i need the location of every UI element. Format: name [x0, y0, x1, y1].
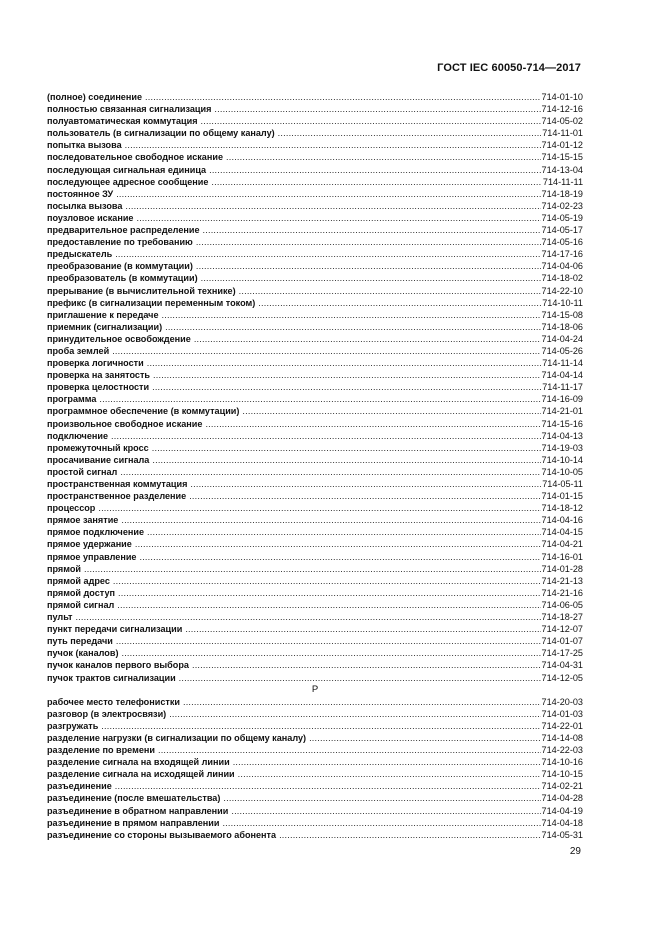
- entry-term: разъединение: [47, 781, 112, 792]
- dot-leader: [125, 200, 540, 212]
- entry-code: 714-22-03: [541, 745, 583, 756]
- entry-code: 714-05-16: [541, 237, 583, 248]
- index-entry: [47, 780, 583, 792]
- dot-leader: [117, 599, 540, 611]
- index-entry: [47, 659, 583, 671]
- index-entry: [47, 151, 583, 163]
- entry-code: 714-04-06: [541, 261, 583, 272]
- entry-term: прямое подключение: [47, 527, 145, 538]
- entry-code: 714-04-16: [541, 515, 583, 526]
- dot-leader: [136, 212, 540, 224]
- entry-code: 714-10-11: [542, 297, 583, 308]
- index-entry: [47, 248, 583, 260]
- index-entry: [47, 599, 583, 611]
- entry-term: пучок каналов первого выбора: [47, 660, 189, 671]
- index-entry: [47, 575, 583, 587]
- entry-code: 714-11-11: [542, 176, 583, 187]
- dot-leader: [279, 829, 540, 841]
- entry-term: пространственное разделение: [47, 491, 187, 502]
- entry-code: 714-04-13: [541, 430, 583, 441]
- entry-term: пункт передачи сигнализации: [47, 624, 183, 635]
- entry-term: поузловое искание: [47, 212, 134, 223]
- entry-term: проверка на занятость: [47, 370, 151, 381]
- entry-code: 714-16-01: [541, 551, 583, 562]
- entry-code: 714-21-13: [541, 575, 583, 586]
- entry-code: 714-10-15: [541, 769, 583, 780]
- entry-code: 714-10-16: [541, 757, 583, 768]
- entry-term: произвольное свободное искание: [47, 418, 203, 429]
- dot-leader: [115, 780, 541, 792]
- dot-leader: [185, 623, 540, 635]
- index-entry: [47, 805, 583, 817]
- entry-code: 714-05-31: [541, 829, 583, 840]
- entry-code: 714-12-07: [541, 624, 583, 635]
- index-entry: [47, 297, 583, 309]
- entry-code: 714-16-09: [541, 394, 583, 405]
- index-entry: [47, 829, 583, 841]
- entry-code: 714-12-16: [541, 104, 583, 115]
- dot-leader: [201, 272, 541, 284]
- dot-leader: [169, 708, 540, 720]
- index-entry: [47, 792, 583, 804]
- entry-code: 714-04-15: [541, 527, 583, 538]
- entry-term: программное обеспечение (в коммутации): [47, 406, 240, 417]
- entry-code: 714-11-01: [542, 128, 583, 139]
- dot-leader: [258, 297, 541, 309]
- entry-term: приемник (сигнализации): [47, 321, 163, 332]
- dot-leader: [203, 224, 541, 236]
- entry-term: проверка целостности: [47, 382, 150, 393]
- entry-term: разгружать: [47, 720, 99, 731]
- dot-leader: [238, 768, 541, 780]
- entry-code: 714-22-10: [541, 285, 583, 296]
- dot-leader: [139, 551, 540, 563]
- entry-term: преобразователь (в коммутации): [47, 273, 198, 284]
- section-letter: Р: [311, 683, 319, 695]
- index-entry: [47, 212, 583, 224]
- entry-term: рабочее место телефонистки: [47, 696, 180, 707]
- index-entry: [47, 103, 583, 115]
- dot-leader: [239, 285, 541, 297]
- index-entry: [47, 115, 583, 127]
- dot-leader: [147, 526, 541, 538]
- index-entry: [47, 430, 583, 442]
- dot-leader: [116, 635, 541, 647]
- entry-code: 714-21-01: [541, 406, 583, 417]
- dot-leader: [231, 805, 540, 817]
- dot-leader: [223, 792, 540, 804]
- entry-term: путь передачи: [47, 636, 113, 647]
- entry-term: просачивание сигнала: [47, 454, 150, 465]
- dot-leader: [99, 393, 540, 405]
- dot-leader: [112, 345, 540, 357]
- index-entry: [47, 454, 583, 466]
- entry-code: 714-04-31: [541, 660, 583, 671]
- entry-term: префикс (в сигнализации переменным током): [47, 297, 256, 308]
- entry-term: прерывание (в вычислительной технике): [47, 285, 236, 296]
- entry-code: 714-01-03: [541, 708, 583, 719]
- dot-leader: [118, 587, 541, 599]
- dot-leader: [98, 502, 540, 514]
- index-entry: [47, 817, 583, 829]
- dot-leader: [147, 357, 541, 369]
- entry-term: прямой сигнал: [47, 599, 115, 610]
- dot-leader: [192, 659, 541, 671]
- entry-term: разделение нагрузки (в сигнализации по общему каналу): [47, 732, 307, 743]
- dot-leader: [158, 744, 541, 756]
- index-entry: [47, 333, 583, 345]
- index-entry: [47, 732, 583, 744]
- index-entry: [47, 538, 583, 550]
- index-entry: [47, 744, 583, 756]
- term-index: [47, 91, 583, 841]
- entry-code: 714-10-14: [541, 454, 583, 465]
- dot-leader: [189, 490, 540, 502]
- entry-code: 714-17-25: [541, 648, 583, 659]
- dot-leader: [196, 260, 541, 272]
- index-entry: [47, 720, 583, 732]
- entry-code: 714-04-24: [541, 333, 583, 344]
- index-entry: [47, 164, 583, 176]
- entry-code: 714-02-21: [541, 781, 583, 792]
- dot-leader: [153, 369, 541, 381]
- index-entry: [47, 176, 583, 188]
- entry-code: 714-21-16: [541, 587, 583, 598]
- index-entry: [47, 478, 583, 490]
- dot-leader: [121, 647, 540, 659]
- entry-term: полуавтоматическая коммутация: [47, 116, 198, 127]
- entry-term: подключение: [47, 430, 109, 441]
- entry-code: 714-11-14: [542, 358, 583, 369]
- entry-term: программа: [47, 394, 97, 405]
- index-entry: [47, 236, 583, 248]
- entry-code: 714-14-08: [541, 732, 583, 743]
- entry-code: 714-05-19: [541, 212, 583, 223]
- entry-term: последующее адресное сообщение: [47, 176, 209, 187]
- dot-leader: [309, 732, 540, 744]
- entry-code: 714-15-08: [541, 309, 583, 320]
- entry-term: разделение сигнала на входящей линии: [47, 757, 230, 768]
- entry-term: разговор (в электросвязи): [47, 708, 167, 719]
- index-entry: [47, 418, 583, 430]
- index-entry: [47, 551, 583, 563]
- entry-term: разъединение (после вмешательства): [47, 793, 221, 804]
- dot-leader: [113, 575, 541, 587]
- index-entry: [47, 768, 583, 780]
- entry-code: 714-17-16: [541, 249, 583, 260]
- index-entry: [47, 272, 583, 284]
- index-entry: [47, 405, 583, 417]
- entry-term: принудительное освобождение: [47, 333, 191, 344]
- entry-code: 714-04-19: [541, 805, 583, 816]
- entry-term: предыскатель: [47, 249, 113, 260]
- dot-leader: [162, 309, 541, 321]
- index-entry: [47, 139, 583, 151]
- entry-term: преобразование (в коммутации): [47, 261, 193, 272]
- index-entry: [47, 91, 583, 103]
- dot-leader: [116, 188, 540, 200]
- entry-code: 714-02-23: [541, 200, 583, 211]
- entry-term: прямой адрес: [47, 575, 110, 586]
- dot-leader: [201, 115, 541, 127]
- entry-code: 714-04-14: [541, 370, 583, 381]
- page-number: 29: [569, 846, 581, 857]
- index-entry: [47, 127, 583, 139]
- index-entry: [47, 756, 583, 768]
- index-entry: [47, 708, 583, 720]
- dot-leader: [75, 611, 540, 623]
- index-entry: [47, 696, 583, 708]
- entry-term: проверка логичности: [47, 358, 144, 369]
- dot-leader: [111, 430, 540, 442]
- entry-code: 714-15-16: [541, 418, 583, 429]
- index-entry: [47, 514, 583, 526]
- entry-term: пучок (каналов): [47, 648, 119, 659]
- entry-term: пучок трактов сигнализации: [47, 672, 176, 683]
- entry-code: 714-18-02: [541, 273, 583, 284]
- index-entry: [47, 442, 583, 454]
- index-entry: [47, 260, 583, 272]
- index-entry: [47, 357, 583, 369]
- dot-leader: [183, 696, 541, 708]
- entry-code: 714-19-03: [541, 442, 583, 453]
- entry-code: 714-15-15: [541, 152, 583, 163]
- dot-leader: [120, 466, 540, 478]
- entry-code: 714-22-01: [541, 720, 583, 731]
- index-entry: [47, 587, 583, 599]
- index-entry: [47, 526, 583, 538]
- index-entry: [47, 635, 583, 647]
- dot-leader: [242, 405, 540, 417]
- entry-term: последующая сигнальная единица: [47, 164, 207, 175]
- entry-term: последовательное свободное искание: [47, 152, 224, 163]
- dot-leader: [233, 756, 541, 768]
- entry-term: предоставление по требованию: [47, 237, 193, 248]
- entry-term: прямое занятие: [47, 515, 119, 526]
- index-entry: [47, 490, 583, 502]
- index-entry: [47, 224, 583, 236]
- entry-term: процессор: [47, 503, 96, 514]
- entry-code: 714-18-12: [541, 503, 583, 514]
- entry-code: 714-18-27: [541, 612, 583, 623]
- entry-term: разделение по времени: [47, 745, 155, 756]
- dot-leader: [115, 248, 540, 260]
- dot-leader: [152, 454, 540, 466]
- dot-leader: [190, 478, 541, 490]
- index-entry: [47, 381, 583, 393]
- dot-leader: [226, 151, 541, 163]
- index-entry: [47, 285, 583, 297]
- dot-leader: [121, 514, 540, 526]
- dot-leader: [196, 236, 541, 248]
- entry-term: разъединение со стороны вызываемого абонента: [47, 829, 277, 840]
- index-entry: [47, 672, 583, 684]
- index-entry: [47, 309, 583, 321]
- entry-code: 714-01-15: [541, 491, 583, 502]
- entry-term: пользователь (в сигнализации по общему каналу): [47, 128, 275, 139]
- entry-term: прямое удержание: [47, 539, 132, 550]
- entry-term: разъединение в прямом направлении: [47, 817, 220, 828]
- entry-term: пространственная коммутация: [47, 479, 188, 489]
- entry-term: прямое управление: [47, 551, 137, 562]
- dot-leader: [194, 333, 541, 345]
- entry-code: 714-01-10: [541, 92, 583, 102]
- entry-term: приглашение к передаче: [47, 309, 159, 320]
- index-entry: [47, 188, 583, 200]
- index-entry: [47, 321, 583, 333]
- entry-code: 714-01-28: [541, 563, 583, 574]
- entry-code: 714-05-17: [541, 225, 583, 236]
- entry-code: 714-04-21: [541, 539, 583, 550]
- entry-code: 714-12-05: [541, 672, 583, 683]
- index-entry: [47, 563, 583, 575]
- entry-code: 714-01-07: [541, 636, 583, 647]
- entry-code: 714-05-26: [541, 345, 583, 356]
- entry-term: предварительное распределение: [47, 225, 200, 236]
- index-entry: [47, 369, 583, 381]
- dot-leader: [101, 720, 540, 732]
- dot-leader: [214, 103, 540, 115]
- entry-code: 714-05-11: [542, 479, 583, 489]
- entry-term: разъединение в обратном направлении: [47, 805, 229, 816]
- entry-term: разделение сигнала на исходящей линии: [47, 769, 235, 780]
- dot-leader: [152, 381, 541, 393]
- dot-leader: [209, 164, 540, 176]
- document-header: ГОСТ IEC 60050-714—2017: [437, 62, 581, 74]
- dot-leader: [165, 321, 540, 333]
- dot-leader: [205, 418, 540, 430]
- entry-term: прямой доступ: [47, 587, 116, 598]
- dot-leader: [211, 176, 542, 188]
- index-entry: [47, 611, 583, 623]
- entry-term: проба землей: [47, 345, 110, 356]
- entry-code: 714-04-18: [541, 817, 583, 828]
- entry-code: 714-04-28: [541, 793, 583, 804]
- entry-term: полностью связанная сигнализация: [47, 104, 212, 115]
- entry-code: 714-18-06: [541, 321, 583, 332]
- index-entry: [47, 345, 583, 357]
- entry-term: постоянное ЗУ: [47, 188, 114, 199]
- entry-term: попытка вызова: [47, 140, 122, 151]
- dot-leader: [145, 91, 541, 103]
- entry-term: пульт: [47, 612, 73, 623]
- index-entry: [47, 466, 583, 478]
- index-entry: [47, 393, 583, 405]
- entry-code: 714-13-04: [541, 164, 583, 175]
- index-entry: [47, 200, 583, 212]
- entry-term: простой сигнал: [47, 466, 118, 477]
- dot-leader: [179, 672, 541, 684]
- dot-leader: [222, 817, 540, 829]
- dot-leader: [278, 127, 542, 139]
- entry-code: 714-06-05: [541, 599, 583, 610]
- dot-leader: [152, 442, 541, 454]
- dot-leader: [125, 139, 541, 151]
- entry-code: 714-18-19: [541, 188, 583, 199]
- index-entry: [47, 647, 583, 659]
- dot-leader: [135, 538, 541, 550]
- entry-term: посылка вызова: [47, 200, 123, 211]
- dot-leader: [84, 563, 541, 575]
- entry-term: (полное) соединение: [47, 92, 143, 102]
- entry-code: 714-10-05: [541, 466, 583, 477]
- entry-code: 714-11-17: [542, 382, 583, 393]
- entry-code: 714-01-12: [541, 140, 583, 151]
- entry-term: прямой: [47, 563, 81, 574]
- index-entry: [47, 502, 583, 514]
- index-entry: [47, 623, 583, 635]
- entry-code: 714-05-02: [541, 116, 583, 127]
- entry-term: промежуточный кросс: [47, 442, 149, 453]
- entry-code: 714-20-03: [541, 696, 583, 707]
